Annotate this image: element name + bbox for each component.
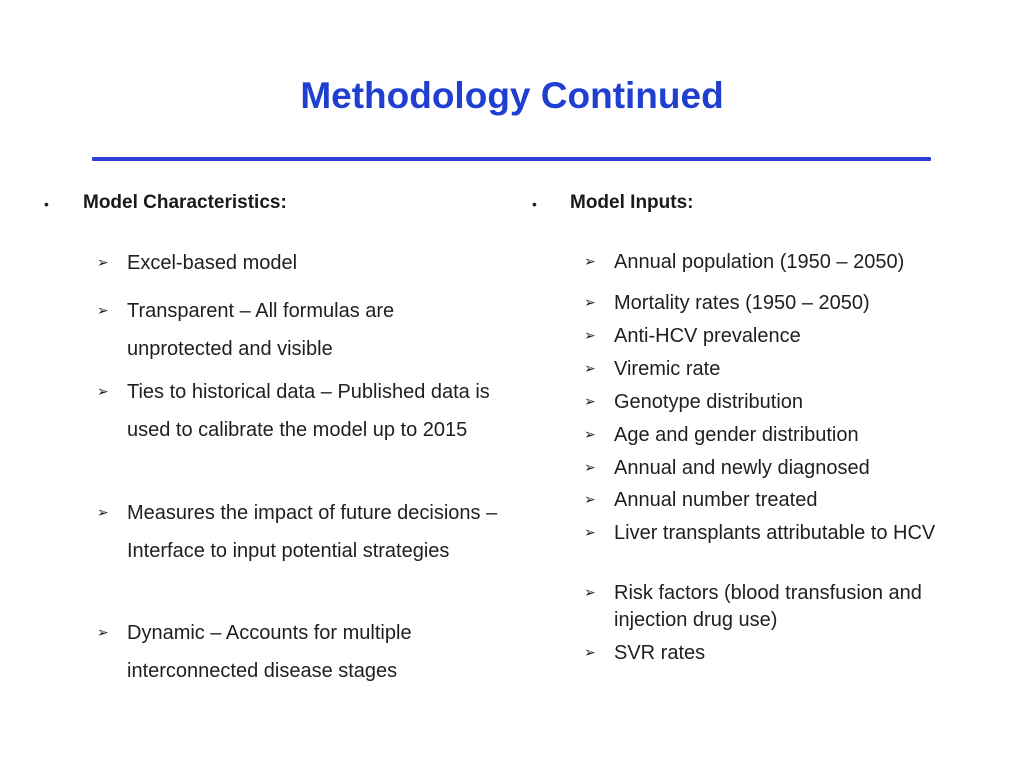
arrow-bullet-icon: ➢ [97, 625, 109, 641]
list-item-text: Age and gender distribution [614, 424, 859, 446]
left-column-heading: Model Characteristics: [83, 192, 287, 213]
list-item-text: Dynamic – Accounts for multiple interconnected disease stages [127, 622, 412, 682]
list-item-text: Transparent – All formulas are unprotected and visible [127, 300, 395, 360]
arrow-bullet-icon: ➢ [584, 427, 596, 443]
arrow-bullet-icon: ➢ [584, 585, 596, 601]
slide-title: Methodology Continued [300, 75, 724, 116]
left-column-bullet: • [44, 196, 49, 212]
list-item-text: Risk factors (blood transfusion and injection drug use) [614, 582, 922, 631]
list-item-text: Liver transplants attributable to HCV [614, 522, 936, 544]
arrow-bullet-icon: ➢ [584, 361, 596, 377]
arrow-bullet-icon: ➢ [97, 255, 109, 271]
list-item-text: Excel-based model [127, 252, 298, 274]
list-item-text: Annual and newly diagnosed [614, 457, 870, 479]
arrow-bullet-icon: ➢ [584, 492, 596, 508]
list-item-text: Mortality rates (1950 – 2050) [614, 292, 870, 314]
list-item-text: Genotype distribution [614, 391, 804, 413]
list-item-text: Anti-HCV prevalence [614, 325, 801, 347]
arrow-bullet-icon: ➢ [584, 394, 596, 410]
right-column-bullet: • [532, 196, 537, 212]
list-item-text: Annual population (1950 – 2050) [614, 251, 905, 273]
arrow-bullet-icon: ➢ [584, 254, 596, 270]
arrow-bullet-icon: ➢ [584, 645, 596, 661]
right-column-heading: Model Inputs: [570, 192, 694, 213]
arrow-bullet-icon: ➢ [97, 384, 109, 400]
list-item-text: Annual number treated [614, 489, 818, 511]
list-item-text: Ties to historical data – Published data is used to calibrate the model up to 2015 [127, 381, 490, 441]
list-item-text: SVR rates [614, 642, 706, 664]
list-item-text: Measures the impact of future decisions – Interface to input potential strategies [127, 502, 498, 562]
list-item-text: Viremic rate [614, 358, 721, 380]
arrow-bullet-icon: ➢ [584, 525, 596, 541]
arrow-bullet-icon: ➢ [584, 295, 596, 311]
arrow-bullet-icon: ➢ [584, 328, 596, 344]
arrow-bullet-icon: ➢ [97, 505, 109, 521]
title-underline [92, 157, 931, 161]
arrow-bullet-icon: ➢ [97, 303, 109, 319]
arrow-bullet-icon: ➢ [584, 460, 596, 476]
